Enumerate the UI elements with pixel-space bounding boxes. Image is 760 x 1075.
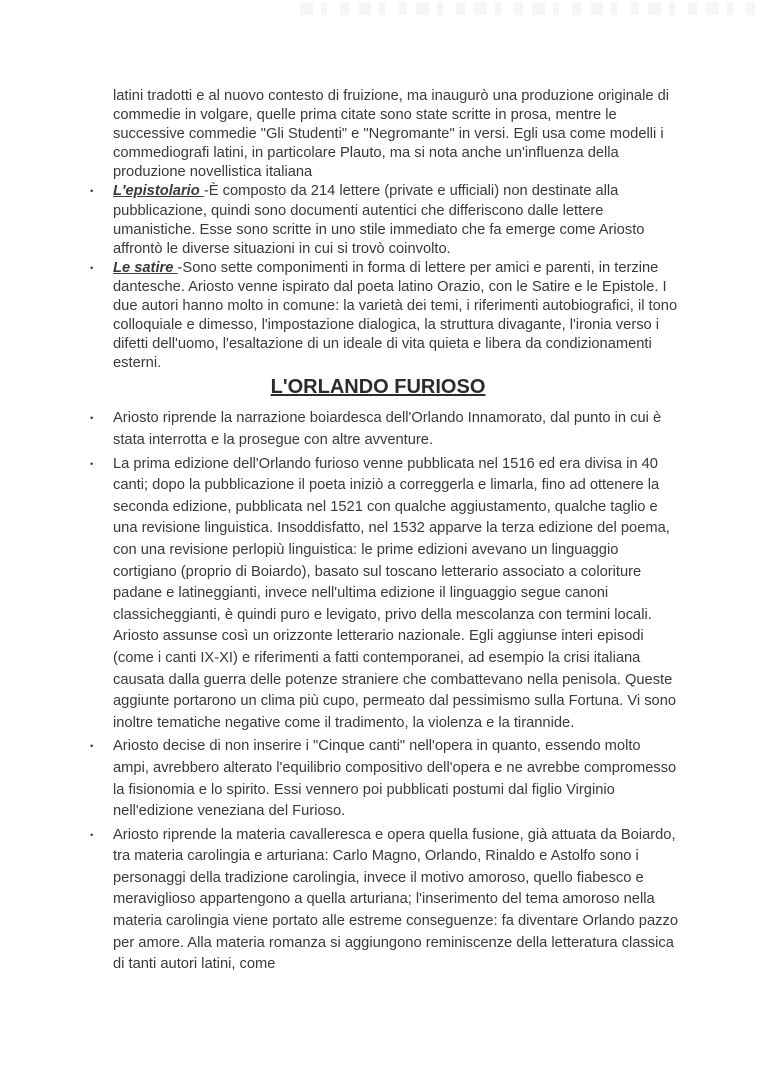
list-item bbox=[90, 454, 679, 735]
list-item-text: Ariosto riprende la materia cavalleresca e opera quella fusione, già attuata da Boiardo, tra materia carolingia e arturiana: Carlo Magno, Orlando, Rinaldo e Astolfo sono i personaggi della tradizione carolingia, invece il motivo amoroso, quello fiabesco e meraviglioso appartengono a quella arturiana; l'inserimento del tema amoroso nella materia carolingia viene portato alle estreme conseguenze: fa diventare Orlando pazzo per amore. Alla materia romanza si aggiungono reminiscenze della letteratura classica di tanti autori latini, come bbox=[113, 826, 678, 973]
paragraph-continuation: latini tradotti e al nuovo contesto di fruizione, ma inaugurò una produzione originale di commedie in volgare, quelle prima citate sono state scritte in prosa, mentre le successive commedie "Gli Studenti" e "Negromante" in versi. Egli usa come modelli i commediografi latini, in particolare Plauto, ma si nota anche un'influenza della produzione novellistica italiana bbox=[113, 88, 670, 181]
list-item-paragraph bbox=[113, 182, 679, 258]
list-item bbox=[90, 825, 679, 976]
notes-section-top bbox=[90, 87, 679, 373]
list-item-text: La prima edizione dell'Orlando furioso venne pubblicata nel 1516 ed era divisa in 40 canti; dopo la pubblicazione il poeta iniziò a correggerla e limarla, fino ad ottenere la seconda edizione, pubblicata nel 1521 con qualche aggiustamento, qualche taglio e una revisione linguistica. Insoddisfatto, nel 1532 apparve la terza edizione del poema, con una revisione perlopiù linguistica: le prime edizioni avevano un linguaggio cortigiano (proprio di Boiardo), basato sul toscano letterario associato a coloriture padane e latineggianti, invece nell'ultima edizione il linguaggio segue canoni classicheggianti, è quindi puro e levigato, privo della mescolanza con termini locali. Ariosto assunse così un orizzonte letterario nazionale. Egli aggiunse interi episodi (come i canti IX-XI) e riferimenti a fatti contemporanei, ad esempio la crisi italiana causata dalla guerra delle potenze straniere che combattevano nella penisola. Queste aggiunte portarono un clima più cupo, permeato dal pessimismo sulla Fortuna. Vi sono inoltre tematiche negative come il tradimento, la violenza e la tirannide. bbox=[113, 455, 677, 731]
bullet-icon: • bbox=[90, 413, 94, 425]
list-item-paragraph bbox=[113, 259, 679, 374]
previous-page-text-artifact bbox=[300, 2, 758, 15]
document-page bbox=[90, 87, 679, 976]
list-item bbox=[90, 736, 679, 822]
list-item bbox=[90, 182, 679, 258]
run-in-heading-satire: Le satire bbox=[113, 259, 178, 276]
list-item-text: Ariosto decise di non inserire i "Cinque canti" nell'opera in quanto, essendo molto ampi, avrebbero alterato l'equilibrio compositivo dell'opera e ne avrebbe compromesso la fisionomia e lo spirito. Essi vennero poi pubblicati postumi dal figlio Virginio nell'edizione veneziana del Furioso. bbox=[113, 738, 677, 820]
bullet-icon: • bbox=[90, 829, 94, 841]
list-item bbox=[90, 259, 679, 374]
list-item-text: -È composto da 214 lettere (private e ufficiali) non destinate alla pubblicazione, quindi sono documenti autentici che differiscono dalle lettere umanistiche. Esse sono scritte in uno stile immediato che fa emerge come Ariosto affrontò le diverse situazioni in cui si trovò coinvolto. bbox=[113, 183, 645, 257]
list-item-text: Ariosto riprende la narrazione boiardesca dell'Orlando Innamorato, dal punto in cui è stata interrotta e la prosegue con altre avventure. bbox=[113, 410, 662, 448]
list-item bbox=[90, 408, 679, 451]
run-in-heading-epistolario: L'epistolario bbox=[113, 183, 204, 200]
list-item-text: -Sono sette componimenti in forma di lettere per amici e parenti, in terzine dantesche. Ariosto venne ispirato dal poeta latino Orazio, con le Satire e le Epistole. I due autori hanno molto in comune: la varietà dei temi, i riferimenti autobiografici, il tono colloquiale e dimesso, l'impostazione dialogica, la struttura divagante, l'ironia verso i difetti dell'uomo, l'esaltazione di un ideale di vita quieta e libera da condizionamenti esterni. bbox=[113, 259, 678, 372]
bullet-icon: • bbox=[90, 186, 94, 198]
section-heading: L'ORLANDO FURIOSO bbox=[270, 376, 486, 399]
bullet-icon: • bbox=[90, 458, 94, 470]
bullet-icon: • bbox=[90, 262, 94, 274]
bullet-icon: • bbox=[90, 741, 94, 753]
notes-section-orlando-furioso bbox=[90, 408, 679, 975]
